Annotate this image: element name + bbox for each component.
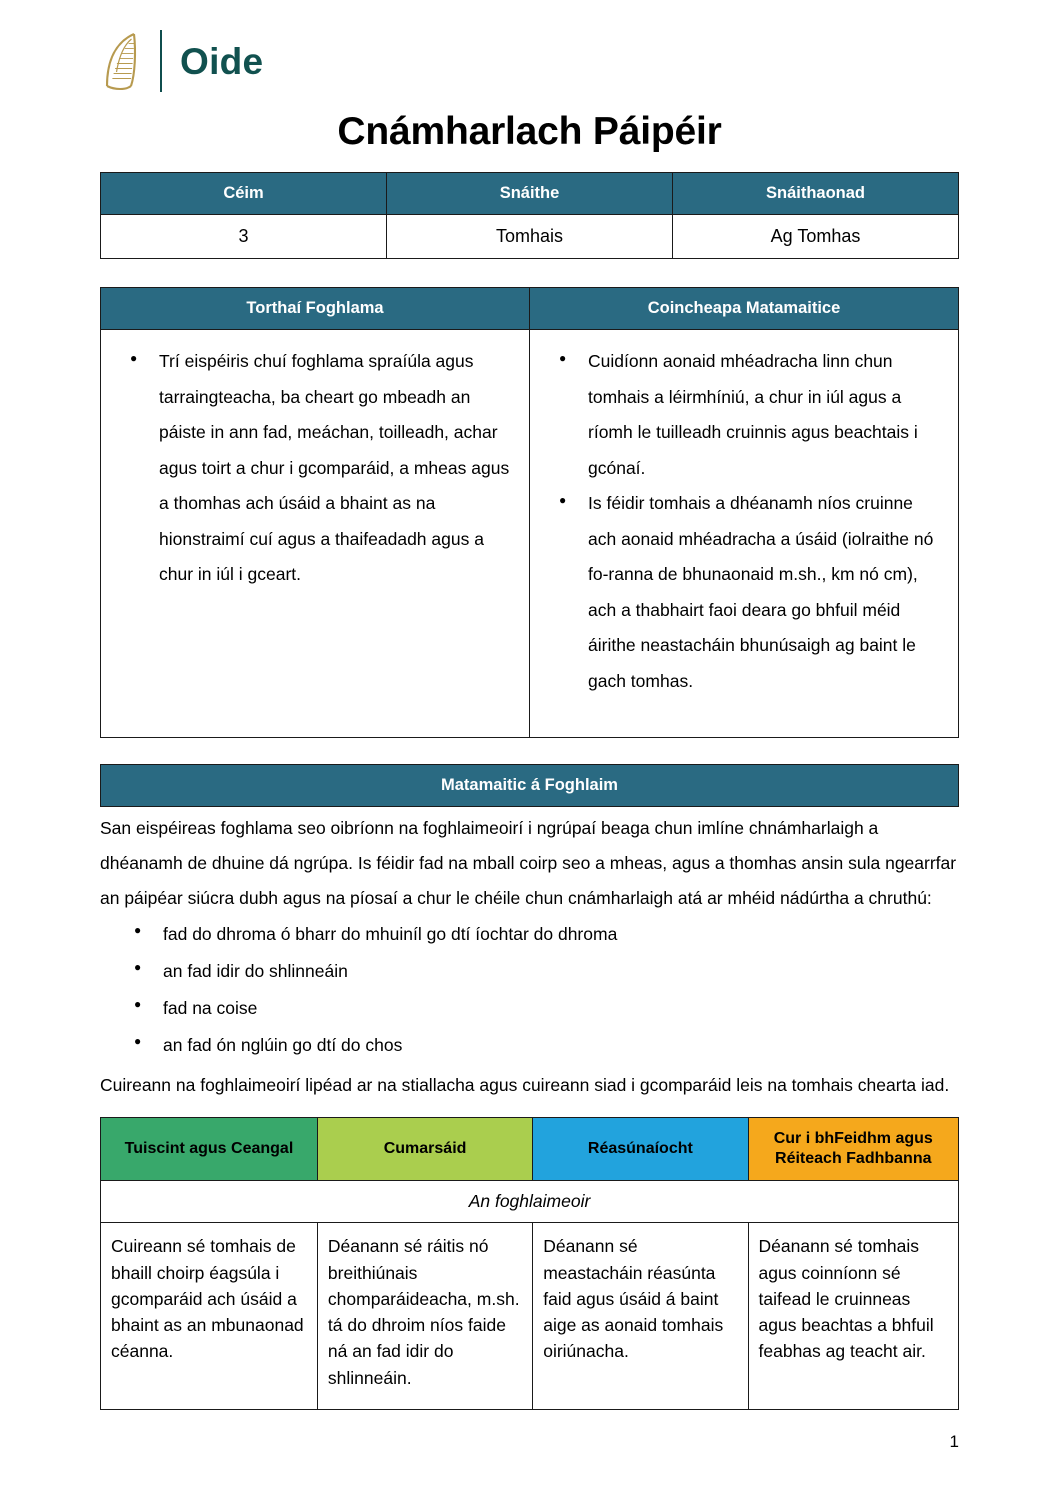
list-item: ● an fad idir do shlinneáin [163,953,1022,990]
outcomes-cell-concepts [530,330,959,738]
skills-subhead-row [101,1181,959,1223]
skills-body-row [101,1223,959,1410]
irish-harp-icon [100,30,144,92]
outcomes-header-learning: Torthaí Foghlama [101,288,530,330]
list-item: ● fad na coise [163,990,1022,1027]
section-header-bar: Matamaitic á Foghlaim [100,764,959,807]
outcomes-header-concepts: Coincheapa Matamaitice [530,288,959,330]
learning-outro-paragraph: Cuireann na foghlaimeoirí lipéad ar na stiallacha agus cuireann siad i gcomparáid leis na tomhais chearta iad. [100,1075,950,1096]
outcomes-table [100,287,959,738]
math-concepts-list [548,344,940,699]
skills-cell-understanding: Cuireann sé tomhais de bhaill choirp éagsúla i gcomparáid ach úsáid a bhaint as an mbunaonad céanna. [101,1223,318,1410]
list-item: ● an fad ón nglúin go dtí do chos [163,1027,1022,1064]
skills-header-communicating: Cumarsáid [317,1118,532,1181]
meta-header-ceim: Céim [101,173,387,215]
skills-cell-applying: Déanann sé tomhais agus coinníonn sé taifead le cruinneas agus beachtas a bhfuil feabhas ag teacht air. [748,1223,958,1410]
outcomes-cell-learning [101,330,530,738]
skills-cell-reasoning: Déanann sé meastacháin réasúnta faid agus úsáid á baint aige as aonaid tomhais oiriúnacha. [533,1223,748,1410]
outcomes-body-row [101,330,959,738]
skills-table [100,1117,959,1410]
measurement-bullet-list [100,916,1022,1064]
page-number: 1 [949,1432,959,1451]
meta-table-value-row [101,215,959,259]
page-title: Cnámharlach Páipéir [337,110,722,153]
meta-header-snaithe: Snáithe [387,173,673,215]
skills-header-reasoning: Réasúnaíocht [533,1118,748,1181]
learning-outcomes-list [119,344,511,593]
brand-logo [100,0,959,100]
brand-name: Oide [180,40,264,82]
skills-header-applying: Cur i bhFeidhm agus Réiteach Fadhbanna [748,1118,958,1181]
skills-subhead: An foghlaimeoir [101,1181,959,1223]
list-item: ● Is féidir tomhais a dhéanamh níos cruinne ach aonaid mhéadracha a úsáid (iolraithe nó fo-ranna de bhunaonaid m.sh., km nó cm), ach a thabhairt faoi deara go bhfuil méid áirithe neastacháin bhunúsaigh ag baint le gach tomhas. [588,486,940,699]
list-item: ● fad do dhroma ó bharr do mhuiníl go dtí íochtar do dhroma [163,916,1022,953]
skills-cell-communicating: Déanann sé ráitis nó breithiúnais chomparáideacha, m.sh. tá do dhroim níos faide ná an fad idir do shlinneáin. [317,1223,532,1410]
skills-header-understanding: Tuiscint agus Ceangal [101,1118,318,1181]
meta-header-snaithaonad: Snáithaonad [673,173,959,215]
list-item: ● Cuidíonn aonaid mhéadracha linn chun tomhais a léirmhíniú, a chur in iúl agus a ríomh le tuilleadh cruinnis agus beachtais i gcónaí. [588,344,940,486]
meta-value-snaithaonad: Ag Tomhas [673,215,959,259]
list-item: ● Trí eispéiris chuí foghlama spraíúla agus tarraingteacha, ba cheart go mbeadh an páiste in ann fad, meáchan, toilleadh, achar agus toirt a chur i gcomparáid, a mheas agus a thomhas ach úsáid a bhaint as na hionstraimí cuí agus a thaifeadadh agus a chur in iúl i gceart. [159,344,511,593]
logo-divider [160,30,162,92]
outcomes-header-row [101,288,959,330]
meta-table-header-row [101,173,959,215]
meta-table [100,172,959,259]
skills-header-row [101,1118,959,1181]
learning-intro-paragraph: San eispéireas foghlama seo oibríonn na foghlaimeoirí i ngrúpaí beaga chun imlíne chnámharlaigh a dhéanamh de dhuine dá ngrúpa. Is féidir fad na mball coirp seo a mheas, agus a thomhas ansin sula ngearrfar an páipéar siúcra dubh agus na píosaí a chur le chéile chun cnámharlaigh atá ar mhéid nádúrtha a chruthú: [100,818,957,908]
meta-value-ceim: 3 [101,215,387,259]
meta-value-snaithe: Tomhais [387,215,673,259]
